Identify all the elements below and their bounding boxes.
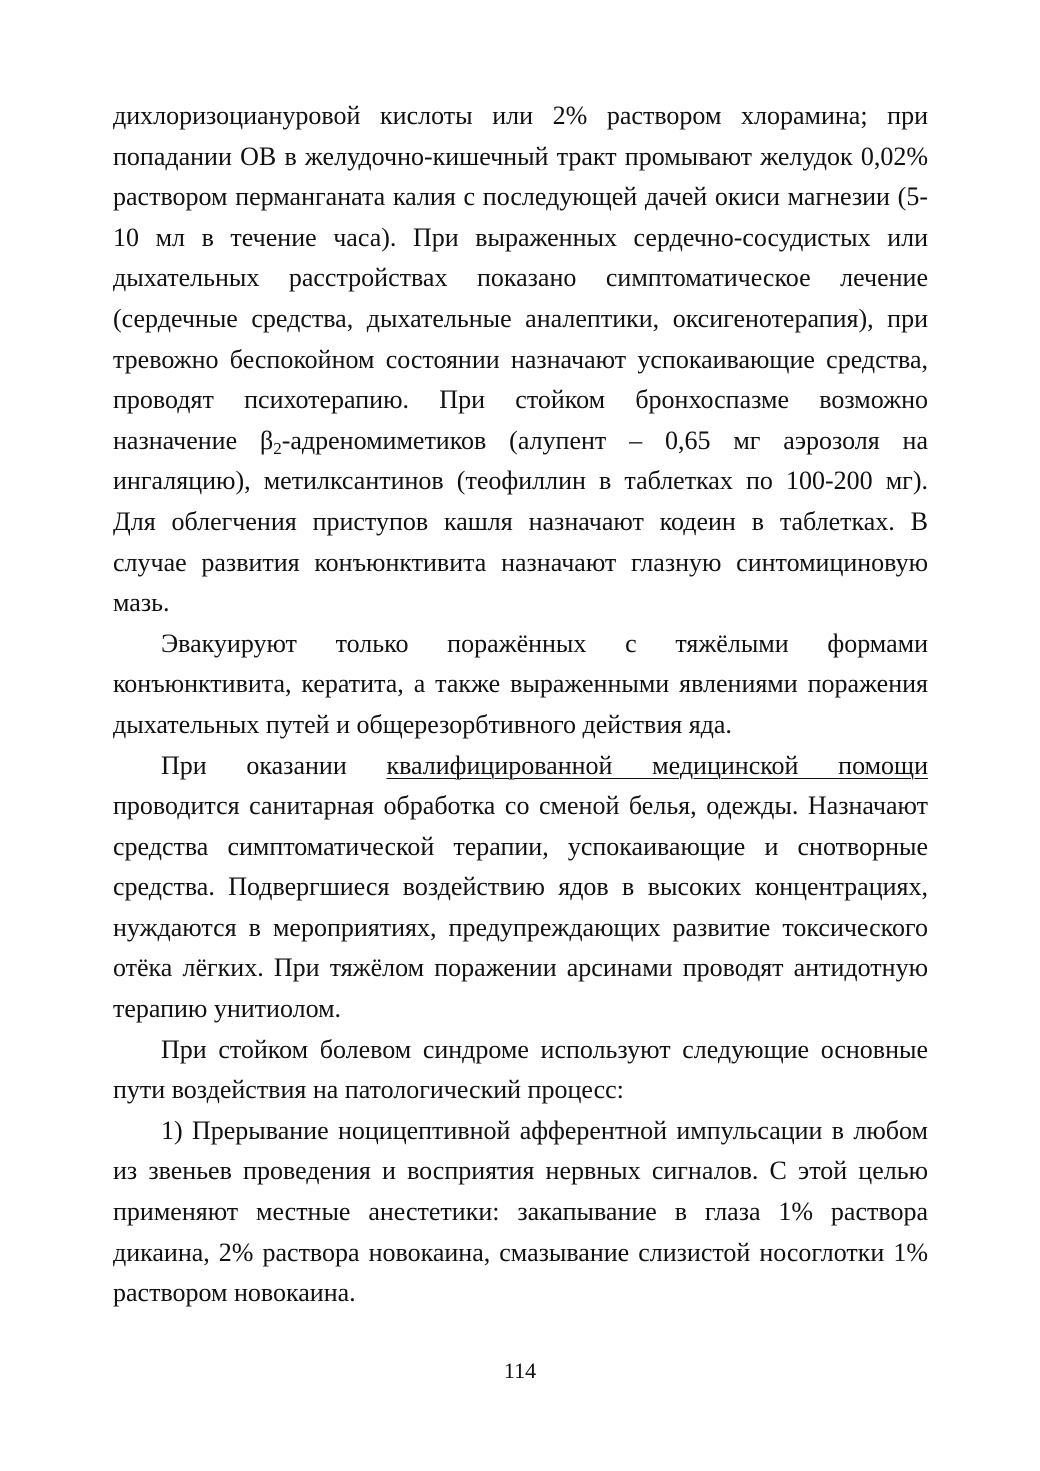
paragraph-qualified-care-after: проводится санитарная обработка со сменой белья, одежды. Назначают средства симптоматической терапии, успокаивающие и снотворные средства. Подвергшиеся воздействию ядов в высоких концентрациях, нуждаются в мероприятиях, предупреждающих развитие токсического отёка лёгких. При тяжёлом поражении арсинами проводят антидотную терапию унитиолом. [113,791,928,1024]
paragraph-treatment-part2: -адреномиметиков (алупент – 0,65 мг аэрозоля на ингаляцию), метилксантинов (теофиллин в таблетках по 100-200 мг). Для облегчения приступов кашля назначают кодеин в таблетках. В случае развития конъюнктивита назначают глазную синтомициновую мазь. [113,425,928,618]
document-page [113,96,928,1314]
paragraph-list-item-1: 1) Прерывание ноцицептивной афферентной импульсации в любом из звеньев проведения и восприятия нервных сигналов. С этой целью применяют местные анестетики: закапывание в глаза 1% раствора дикаина, 2% раствора новокаина, смазывание слизистой носоглотки 1% раствором новокаина. [113,1115,928,1308]
beta-subscript: 2 [273,438,282,458]
paragraph-qualified-care [113,746,928,1030]
paragraph-pain-syndrome: При стойком болевом синдроме используют следующие основные пути воздействия на патологический процесс: [113,1034,928,1105]
underlined-term: квалифицированной медицинской помощи [386,750,928,780]
paragraph-treatment-part1: дихлоризоциануровой кислоты или 2% раствором хлорамина; при попадании ОВ в желудочно-кишечный тракт промывают желудок 0,02% раствором перманганата калия с последующей дачей окиси магнезии (5-10 мл в течение часа). При выраженных сердечно-сосудистых или дыхательных расстройствах показано симптоматическое лечение (сердечные средства, дыхательные аналептики, оксигенотерапия), при тревожно беспокойном состоянии назначают успокаивающие средства, проводят психотерапию. При стойком бронхоспазме возможно назначение [113,101,928,455]
paragraph-treatment [113,96,928,624]
page-number: 114 [503,1358,537,1383]
paragraph-qualified-care-before: При оказании [161,750,387,780]
beta-symbol: β [259,425,274,455]
paragraph-evacuation: Эвакуируют только поражённых с тяжёлыми формами конъюнктивита, кератита, а также выраженными явлениями поражения дыхательных путей и общерезорбтивного действия яда. [113,628,928,739]
